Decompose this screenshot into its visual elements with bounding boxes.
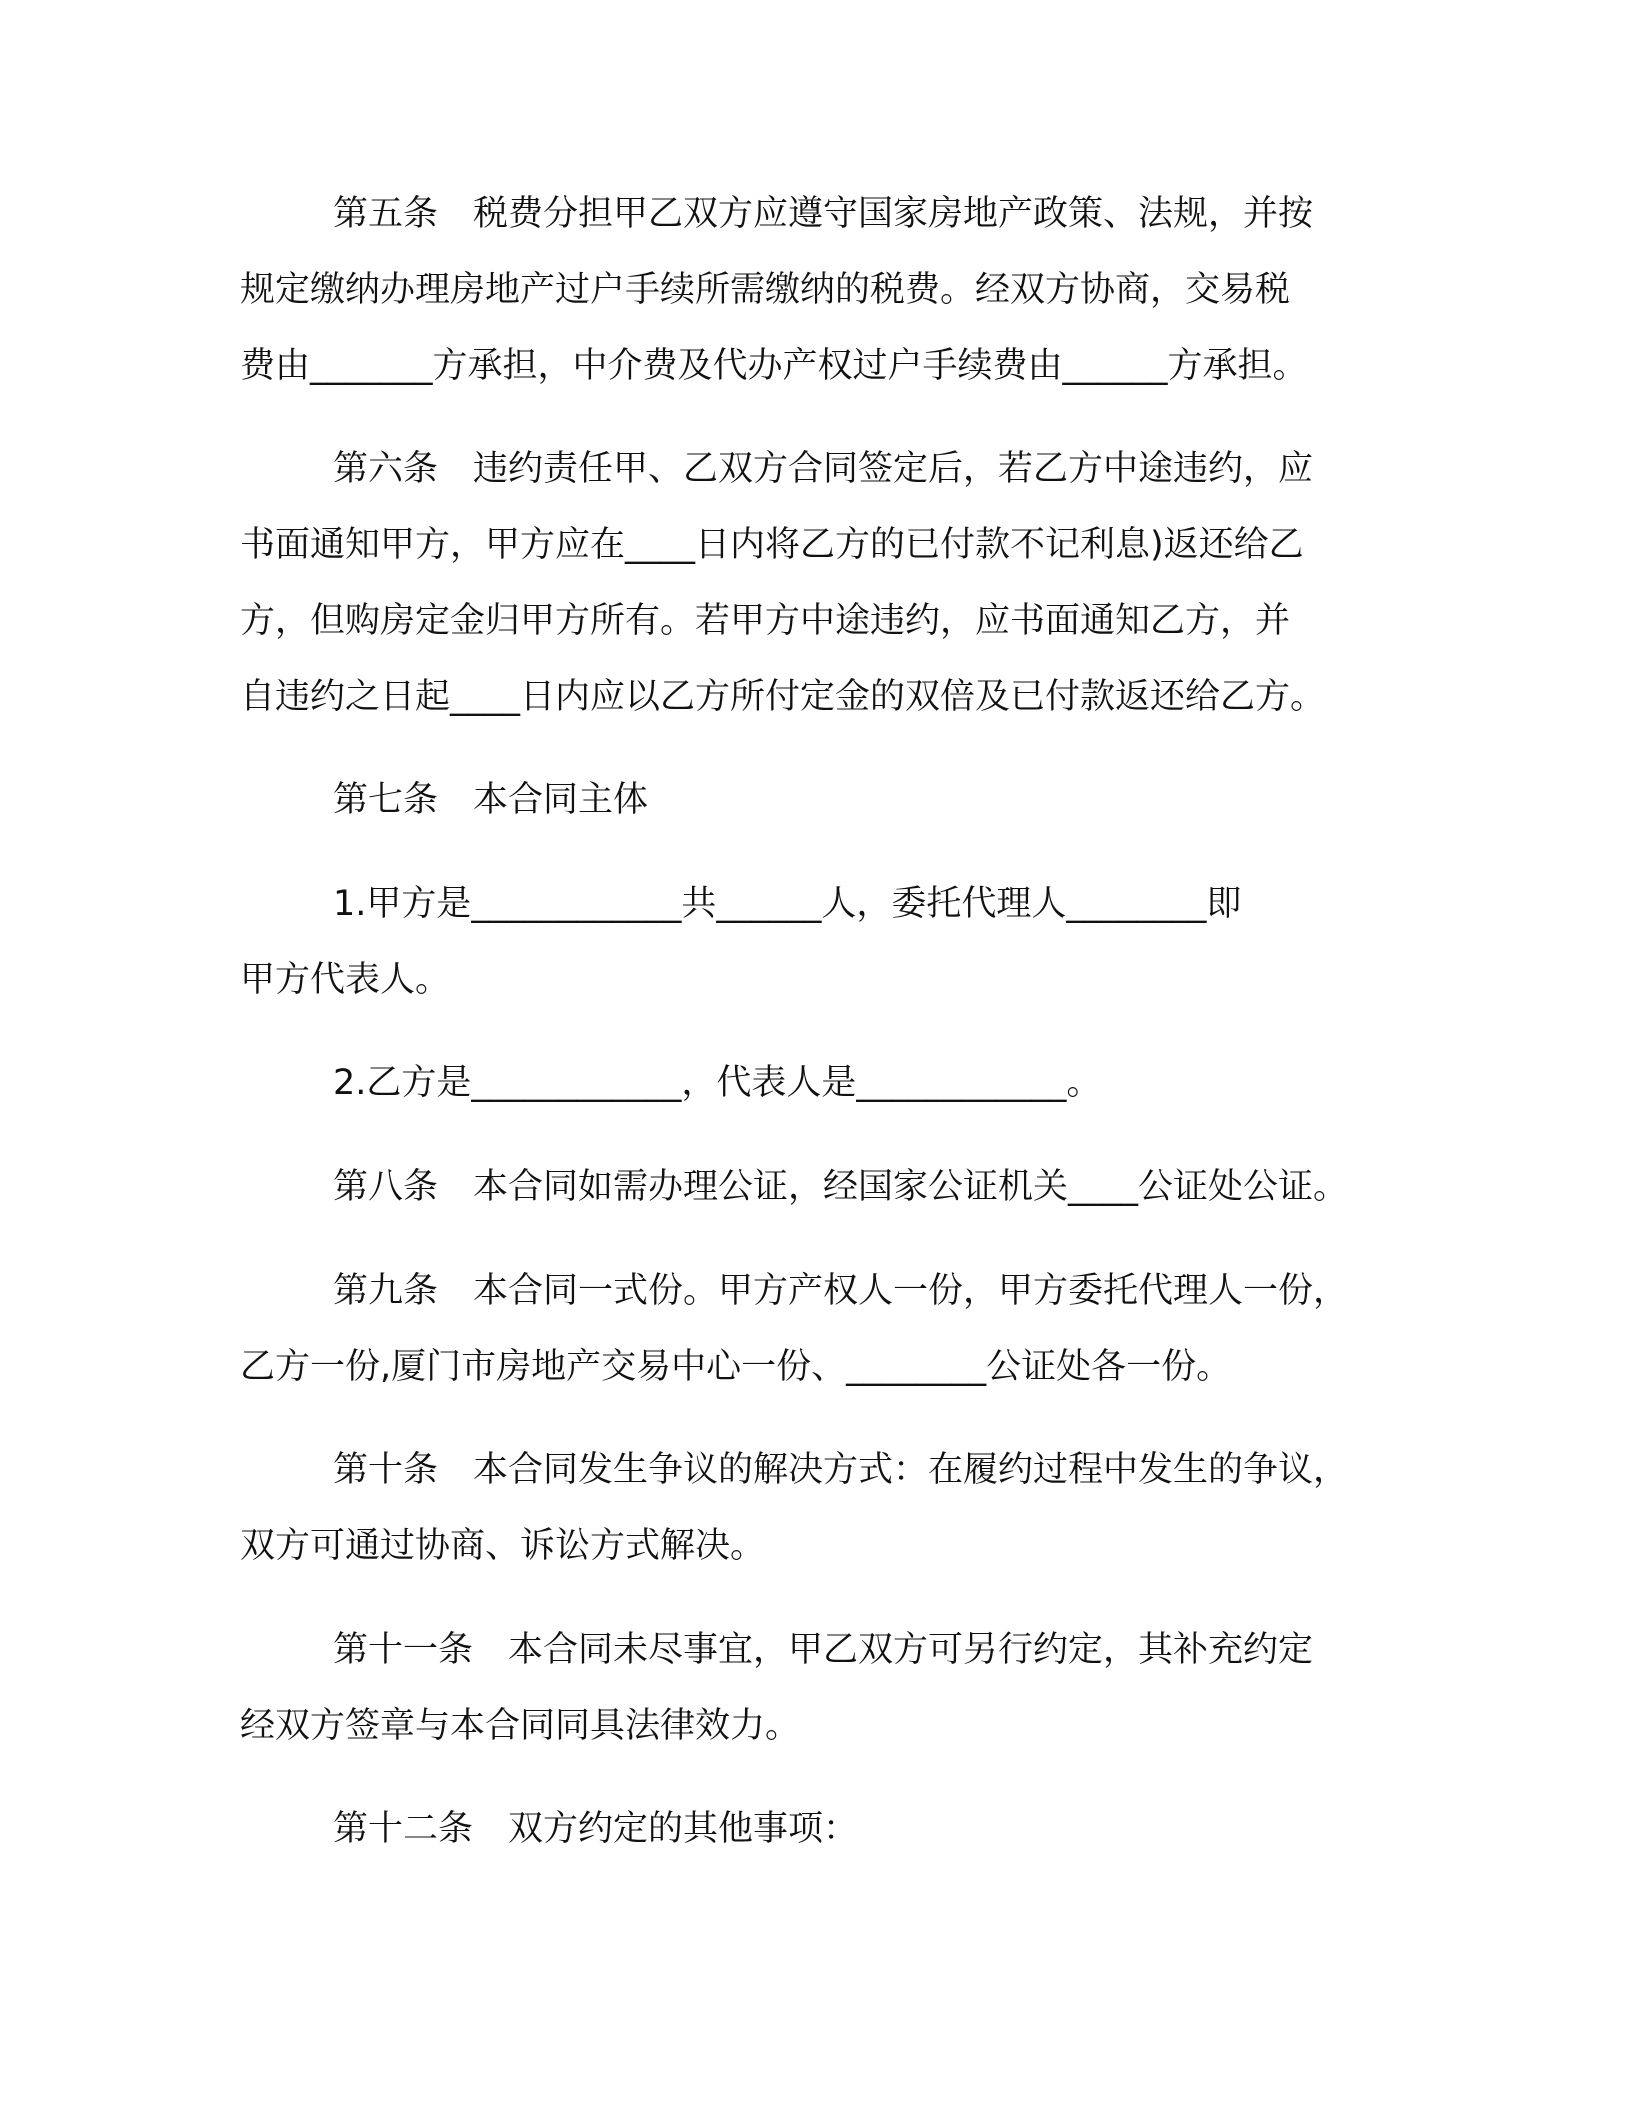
article-11-line-1: 第十一条 本合同未尽事宜，甲乙双方可另行约定，其补充约定	[333, 1630, 1314, 1670]
article-6-line-2: 书面通知甲方，甲方应在____日内将乙方的已付款不记利息)返还给乙	[240, 525, 1304, 565]
article-10-line-2: 双方可通过协商、诉讼方式解决。	[240, 1526, 766, 1566]
article-10-line-1: 第十条 本合同发生争议的解决方式：在履约过程中发生的争议，	[333, 1450, 1349, 1490]
article-12: 第十二条 双方约定的其他事项：	[333, 1809, 859, 1849]
article-7-item-2: 2.乙方是____________，代表人是____________。	[333, 1063, 1102, 1103]
article-8: 第八条 本合同如需办理公证，经国家公证机关____公证处公证。	[333, 1167, 1349, 1207]
article-5-line-1: 第五条 税费分担甲乙双方应遵守国家房地产政策、法规，并按	[333, 194, 1314, 234]
article-7-item-1-line-2: 甲方代表人。	[240, 960, 451, 1000]
article-9-line-2: 乙方一份,厦门市房地产交易中心一份、________公证处各一份。	[240, 1347, 1232, 1387]
article-7-item-1-line-1: 1.甲方是____________共______人，委托代理人________即	[333, 884, 1242, 924]
article-6-line-1: 第六条 违约责任甲、乙双方合同签定后，若乙方中途违约，应	[333, 449, 1314, 489]
article-5-line-3: 费由_______方承担，中介费及代办产权过户手续费由______方承担。	[240, 346, 1308, 386]
article-6-line-4: 自违约之日起____日内应以乙方所付定金的双倍及已付款返还给乙方。	[240, 677, 1326, 717]
article-6-line-3: 方，但购房定金归甲方所有。若甲方中途违约，应书面通知乙方，并	[240, 601, 1291, 641]
article-11-line-2: 经双方签章与本合同同具法律效力。	[240, 1706, 801, 1746]
article-9-line-1: 第九条 本合同一式份。甲方产权人一份，甲方委托代理人一份，	[333, 1271, 1349, 1311]
article-7-title: 第七条 本合同主体	[333, 780, 649, 820]
article-5-line-2: 规定缴纳办理房地产过户手续所需缴纳的税费。经双方协商，交易税	[240, 270, 1291, 310]
